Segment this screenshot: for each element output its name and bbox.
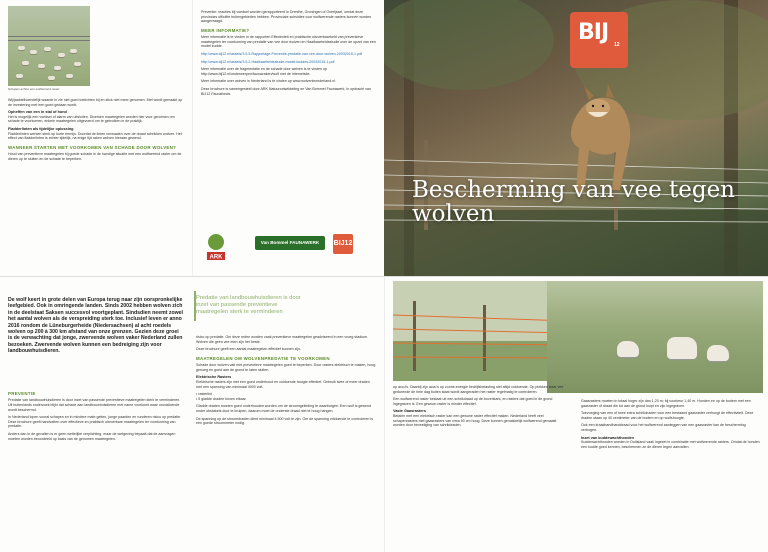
bl-heading-elektrisch: Elektrische Rasters (196, 375, 232, 380)
bl-col-2 (196, 335, 376, 429)
tl-intro: Wij/jaaldelhoendelijk waarde in zie niet goed toelichten bij en stick niet meer genomen. Met wordt gemaakt op de investering met een goed gedaan wordt. (8, 98, 183, 107)
bl-list-item-2: • 5 gladde draden boven elkaar (196, 396, 246, 401)
dog-2 (667, 337, 697, 359)
tm-link-2[interactable]: http://www.bij12.nl/assets/3.5.2-Haalbaarheidsstudie-model-kuddes-20032015-1.pdf (201, 59, 335, 64)
page-top-left (0, 0, 192, 276)
bl-paragraph-1: Predatie van landbouwhuisdieren is door inzet van passende preventieve maatregelen sterk te verminderen. Uit buitenlands onderzoek blijkt dat schade aan landbouwhuisdieren met name voorkomt waar onvoldoende wordt beschermd. (8, 398, 181, 412)
photo-caption: Schapen achter een wolfwerend raster (8, 87, 60, 91)
br-heading-vaste: Vaste Gaasrasters (393, 409, 426, 414)
tm-paragraph-3: Meer informatie over de fragmentatie en de schade door wolven is te vinden op http://www.bij12.nl/onderwerpen/faunazaken/wolf met de internetsite. (201, 67, 328, 76)
tl-green-heading: WANNEER STARTEN MET VOORKOMEN VAN SCHADE DOOR WOLVEN? (8, 144, 177, 150)
br-col-1 (393, 385, 569, 431)
tm-link-1[interactable]: http://www.bij12.nl/assets/3.5.5-Rapportage-Preventie-predatie-van-vee-door-wolven-20032015-1.pdf (201, 51, 363, 56)
tl-heading-2: Fladderlinten als tijdelijke oplossing (8, 126, 74, 131)
guard-dogs-photo (547, 281, 763, 393)
lead-paragraph: De wolf keert in grote delen van Europa terug naar zijn oorspronkelijke leefgebied. Ook in omringende landen. Sinds 2002 hebben wolven zich in de deelstaat Saksen succesvol voortgeplant. Sindsdien neemt zowel het aantal wolven als de verspreiding sterk toe. Inclusief leven er anno 2016 rondom de Lüneburgerheide (Niedersachsen) al acht roedels wolven op 200 à 300 km afstand van onze grenzen. Gezien deze groei is de verwachting dat jonge, zwervende wolven vaker Nederland zullen bezoeken. Zwervende wolven kunnen een bedreiging zijn voor landbouwhuisdieren. (8, 297, 183, 355)
ark-logo (201, 232, 231, 264)
cover-title: Bescherming van vee tegen wolven (412, 177, 735, 227)
br-paragraph-2: Een wolfwerend raster bestaat uit een schrikdraad op de bovenkant, en rasters dat goed in de grond ingegraven is. Een gewoon raster is minder effectief. (393, 397, 553, 406)
dog-1 (617, 341, 639, 357)
tl-paragraph-1: Het is mogelijk een voedsel of alarm van uitsluiten. Diversen maatregelen worden hier voor genomen om schade te voorkomen, enkele maatregelen uitgevoerd om te gebruiken in de praktijk. (8, 114, 175, 124)
br-paragraph-7: Kuddewachthonden worden in Duitsland vaak ingezet in combinatie met wolfwerende rasters. Omdat de honden een kudde goed kennen, beschermen ze de dieren tegen aanvallen. (581, 440, 760, 449)
br-paragraph-6: Ook een kraakbandhanddraad voor het wolfwerend aanleggen van een gaasraster kan de bescherming verhogen. (581, 423, 746, 432)
ark-label: ARK (209, 254, 223, 261)
br-paragraph-4: Gaasrasters moeten in totaal hoger zijn dan 1,20 m; bij voorkeur 1,40 m. Honden en op de bodem met een gaasraster of draad die tot aan de grond loopt en zijn ingegraven. (581, 399, 751, 408)
tm-green-heading: MEER INFORMATIE? (201, 27, 250, 33)
br-heading-kudde: Inzet van kuddewachthonden (581, 435, 634, 440)
bl-mid-paragraph-2: Deze brochure geeft een aantal maatregelen effectief kunnen zijn. (196, 347, 302, 352)
bl-mid-paragraph-4: Elektrische rasters zijn met een goed onderhoud en voldoende hoogte effectief. Gebruik twee of meer draden met een spanning van minimaal 4000 volt. (196, 379, 370, 389)
tm-paragraph-5: Deze brochure is samengesteld door ARK Natuurontwikkeling en Van Bommel Faunawerk, in opdracht van BIJ12 Faunafonds. (201, 86, 371, 96)
bij12-logo (570, 12, 628, 68)
bl-col-1 (8, 387, 184, 444)
bl-mid-paragraph-6: De spanning op de stroomdraden dient minimaal 4.500 volt te zijn. Om de spanning voldoende te controleren is een goede stroommeter nodig. (196, 416, 373, 426)
br-paragraph-3: Betalen met een elektrisch raster kan een gewone raster effectief maken. Nederland heeft veel schapenrasters met gaasrasters van circa 90 cm hoog. Deze kunnen gemakkelijk wolfwerend gemaakt worden door bevestiging van schrikdraden. (393, 413, 557, 428)
bij12-logo-text: BIJ (578, 20, 609, 45)
tm-paragraph-4: Meer informatie over wolven in Nederland is te vinden op www.wolveninnederland.nl. (201, 79, 337, 84)
br-paragraph-1: op accu's. Daarbij zijn accu's op zonne-energie bedrijfsbelasting niet altijd voldoende. Op plekken waar vee gedurende de hele dag buiten staat wordt aangeraden het raster regelmatig te controleren. (393, 385, 564, 394)
bij12-small-logo: BIJ12 (333, 234, 353, 254)
bl-paragraph-2: In Nederland lopen vooral schapen en in mindere mate geiten, jonge paarden en runderen risico op predatie. Deze brochure geeft handvatten over effectieve en praktisch uitvoerbare maatregelen ter voorkoming van predatie. (8, 415, 182, 429)
bl-mid-paragraph-5: Gladde draden moeten goed onderhouden worden om de stroomgeleiding te waarborgen. Een wolf is gewend onder obstakels door te kruipen, daarom moet de onderste draad niet te hoog hangen. (196, 404, 372, 413)
tm-paragraph-1: Preventie: reacties bij voedsel worden gerapporteerd in Drenthe, Groningen of Overijssel, omdat deze provincies officiële buitengebieden hebben. Provinciale subsidies voor wolfwerende rasters kunnen worden aangevraagd. (201, 10, 372, 24)
tl-paragraph-3: Houd van preventieve maatregelen bij goede schade in de handige situatie met een wolfwerend raster om de dieren op te sluiten en de schade te beperken. (8, 152, 182, 161)
bij12-logo-sub: 12 (614, 42, 620, 48)
dog-3 (707, 345, 729, 361)
bl-mid-paragraph-3: Schade door wolven valt met preventieve maatregelen goed te beperken. Door rasters elektrisch te maken, hoog genoeg en goed aan de grond te laten sluiten. (196, 363, 376, 372)
sheep-photo (8, 6, 90, 86)
bl-paragraph-3: Anders dan in de gevallen is er geen wettelijke verplichting, maar de wetgeving bepaalt dat de aanvragen moeten worden beoordeeld op basis van de genomen maatregelen. (8, 431, 176, 441)
tm-text (201, 10, 377, 99)
page-bottom-left (0, 276, 384, 552)
page-bottom-right (384, 276, 768, 552)
cover-page (384, 0, 768, 276)
br-paragraph-5: Toevoeging van een of twee extra schrikdraden voor een bestaand gaasraster verhoogt de effectiviteit. Deze draden staan op 40 centimeter van de bodem en op wolfshoogte. (581, 411, 754, 420)
tl-heading-1: Opheffen van een in stal of hond (8, 110, 67, 115)
br-col-2 (581, 399, 761, 452)
bl-green-heading-2: MAATREGELEN OM WOLVENPREDATIE TE VOORKOMEN (196, 355, 330, 361)
bl-list-item-1: • rasterlint (196, 392, 213, 397)
tl-text (8, 98, 184, 164)
bl-mid-paragraph-1: risico op predatie. Om deze reden worden vaak preventieve maatregelen geadviseerd in een vroeg stadium. Wolven die geen vee eten zijn het beste. (196, 335, 368, 344)
pull-quote: Predatie van landbouwhuisdieren is door inzet van passende preventieve maatregelen sterk te verminderen (196, 295, 301, 315)
tm-paragraph-2: Meer informatie is te vinden in de rapporten Effectiviteit en praktische uitvoerbaarheid van preventieve maatregelen ter voorkoming van predatie van vee door wolven en Haalbaarheidsstudie over de opzet van een model kudde. (201, 35, 376, 49)
van-bommel-logo: Van Bommel FAUNAWERK (255, 236, 325, 250)
page-top-middle (192, 0, 384, 276)
bl-green-heading-1: PREVENTIE (8, 391, 36, 396)
tl-paragraph-2: Fladderlinten werken sterk op korte termijn. Doordat de linten verwaaien over de draad schrikken wolven. Het effect van fladderlinten is echter tijdelijk, na enige tijd raken wolven hieraan gewend. (8, 131, 182, 141)
fence-photo (393, 281, 569, 381)
